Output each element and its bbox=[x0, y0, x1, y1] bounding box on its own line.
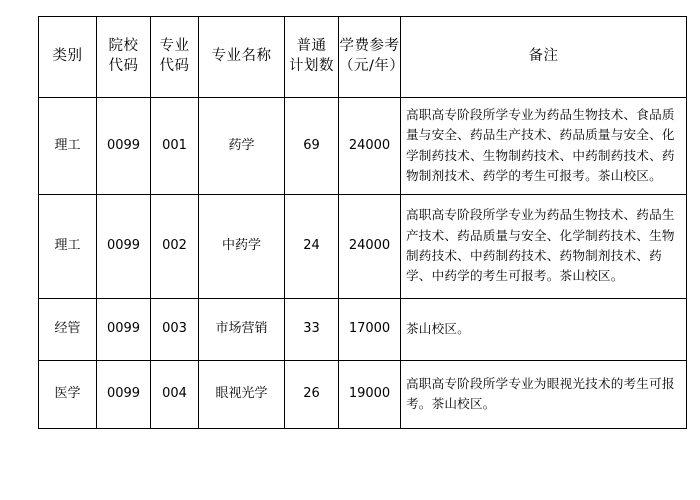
cell-remark bbox=[401, 194, 687, 298]
cell-school-code bbox=[97, 98, 151, 195]
column-header-category bbox=[39, 17, 97, 98]
cell-major-code-text: 004 bbox=[162, 386, 187, 402]
cell-plan-count-text: 33 bbox=[303, 321, 320, 337]
cell-remark bbox=[401, 98, 687, 195]
cell-tuition-text: 24000 bbox=[348, 238, 391, 254]
cell-school-code bbox=[97, 194, 151, 298]
cell-school-code-text: 0099 bbox=[106, 386, 141, 402]
table-header-row bbox=[39, 17, 687, 98]
table-row bbox=[39, 98, 687, 195]
cell-plan-count bbox=[285, 194, 339, 298]
cell-major-name-text: 眼视光学 bbox=[215, 386, 268, 402]
cell-tuition bbox=[339, 298, 401, 360]
cell-category bbox=[39, 194, 97, 298]
major-plan-table bbox=[38, 16, 687, 429]
cell-major-code bbox=[151, 98, 199, 195]
cell-tuition bbox=[339, 98, 401, 195]
column-header-remarks bbox=[401, 17, 687, 98]
table-row bbox=[39, 360, 687, 428]
cell-major-code-text: 002 bbox=[162, 238, 187, 254]
cell-major-code bbox=[151, 360, 199, 428]
cell-tuition-text: 17000 bbox=[348, 321, 391, 337]
column-header-school-code-line-2: 代码 bbox=[108, 58, 139, 74]
table-row bbox=[39, 194, 687, 298]
cell-remark-text: 茶山校区。 bbox=[406, 320, 470, 336]
cell-school-code-text: 0099 bbox=[106, 321, 141, 337]
cell-remark bbox=[401, 360, 687, 428]
cell-major-code-text: 001 bbox=[162, 138, 187, 153]
cell-category-text: 理工 bbox=[54, 238, 81, 254]
cell-plan-count bbox=[285, 98, 339, 195]
cell-remark-text: 高职高专阶段所学专业为眼视光技术的考生可报考。茶山校区。 bbox=[406, 375, 675, 412]
column-header-major-name-line-1: 专业名称 bbox=[211, 48, 272, 65]
cell-category-text: 经管 bbox=[54, 321, 81, 337]
column-header-major-name bbox=[199, 17, 285, 98]
cell-school-code bbox=[97, 360, 151, 428]
column-header-major-code-line-2: 代码 bbox=[159, 58, 190, 74]
cell-major-name bbox=[199, 360, 285, 428]
cell-major-name-text: 药学 bbox=[228, 138, 255, 153]
cell-plan-count bbox=[285, 298, 339, 360]
cell-school-code-text: 0099 bbox=[106, 238, 141, 254]
column-header-tuition bbox=[339, 17, 405, 98]
cell-major-name-text: 市场营销 bbox=[215, 321, 268, 337]
cell-remark bbox=[401, 298, 687, 360]
cell-category-text: 医学 bbox=[54, 386, 81, 402]
cell-major-code bbox=[151, 194, 199, 298]
cell-plan-count-text: 69 bbox=[303, 138, 320, 153]
table-body bbox=[39, 98, 687, 429]
cell-category-text: 理工 bbox=[54, 138, 81, 153]
column-header-tuition-line-2: （元/年） bbox=[339, 58, 405, 74]
cell-tuition-text: 24000 bbox=[348, 138, 391, 153]
table-row bbox=[39, 298, 687, 360]
cell-school-code bbox=[97, 298, 151, 360]
cell-tuition bbox=[339, 360, 401, 428]
column-header-school-code bbox=[97, 17, 151, 98]
cell-category bbox=[39, 98, 97, 195]
cell-major-name-text: 中药学 bbox=[221, 238, 261, 254]
cell-tuition-text: 19000 bbox=[348, 386, 391, 402]
column-header-major-code-line-1: 专业 bbox=[159, 38, 190, 55]
column-header-plan-count-line-2: 计划数 bbox=[289, 58, 334, 74]
table-header bbox=[39, 17, 687, 98]
cell-major-code-text: 003 bbox=[162, 321, 187, 337]
cell-plan-count-text: 26 bbox=[303, 386, 320, 402]
cell-plan-count bbox=[285, 360, 339, 428]
cell-school-code-text: 0099 bbox=[106, 138, 141, 153]
cell-tuition bbox=[339, 194, 401, 298]
column-header-plan-count-line-1: 普通 bbox=[296, 38, 327, 55]
cell-remark-text: 高职高专阶段所学专业为药品生物技术、药品生产技术、药品质量与安全、化学制药技术、生物制药技术、中药制药技术、药物制剂技术、药学、中药学的考生可报考。茶山校区。 bbox=[406, 207, 675, 284]
cell-remark-text: 高职高专阶段所学专业为药品生物技术、食品质量与安全、药品生产技术、药品质量与安全、化学制药技术、生物制药技术、中药制药技术、药物制剂技术、药学的考生可报考。茶山校区。 bbox=[406, 107, 675, 184]
column-header-plan-count bbox=[285, 17, 339, 98]
column-header-school-code-line-1: 院校 bbox=[108, 38, 139, 55]
cell-plan-count-text: 24 bbox=[303, 238, 320, 254]
cell-major-code bbox=[151, 298, 199, 360]
column-header-remarks-line-1: 备注 bbox=[528, 48, 559, 65]
cell-major-name bbox=[199, 194, 285, 298]
column-header-category-line-1: 类别 bbox=[52, 48, 83, 65]
cell-category bbox=[39, 298, 97, 360]
column-header-major-code bbox=[151, 17, 199, 98]
cell-major-name bbox=[199, 298, 285, 360]
column-header-tuition-line-1: 学费参考 bbox=[339, 38, 400, 55]
cell-category bbox=[39, 360, 97, 428]
cell-major-name bbox=[199, 98, 285, 195]
